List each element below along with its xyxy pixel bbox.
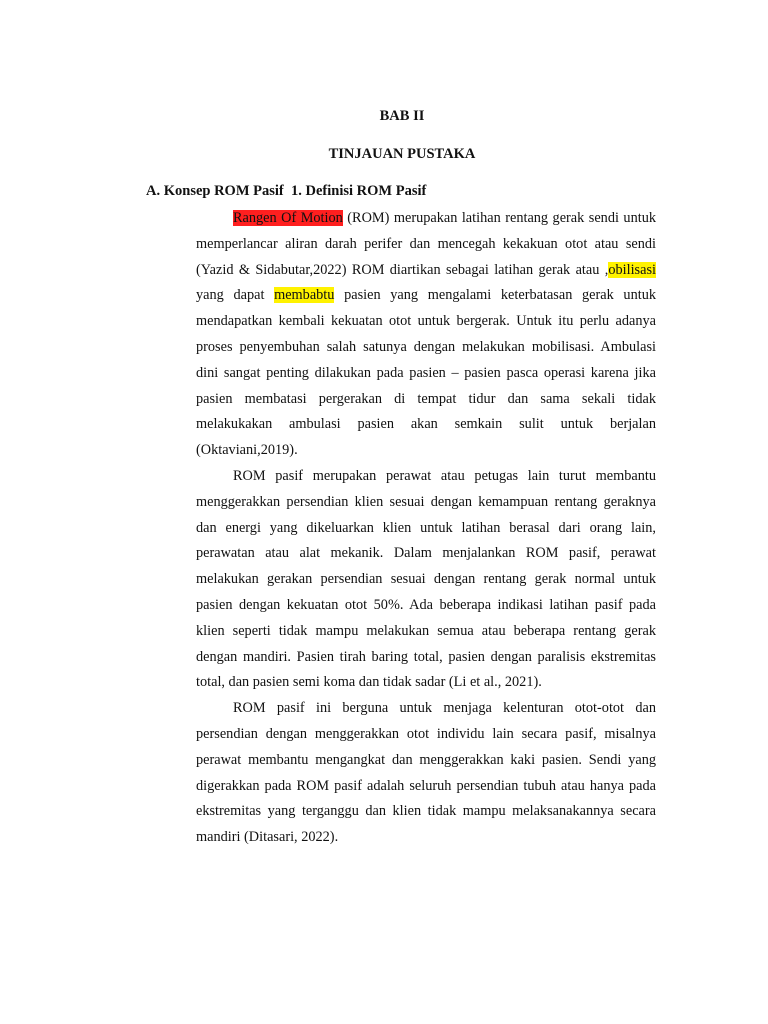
paragraph-1-text-c: pasien yang mengalami keterbatasan gerak untuk mendapatkan kembali kekuatan otot untuk bergerak. Untuk itu perlu adanya proses penyembuhan salah satunya dengan melakukan mobilisasi. Ambulasi dini sangat penting dilakukan pada pasien – pasien pasca operasi karena jika pasien membatasi pergerakan di tempat tidur dan sama sekali tidak melakukakan ambulasi pasien akan semkain sulit untuk berjalan (Oktaviani,2019). — [196, 287, 656, 459]
chapter-number: BAB II — [379, 108, 425, 124]
section-heading: A. Konsep ROM Pasif 1. Definisi ROM Pasif — [146, 183, 427, 199]
chapter-title: TINJAUAN PUSTAKA — [328, 146, 476, 162]
highlight-yellow-term: membabtu — [274, 287, 335, 304]
paragraph-1-text-b: yang dapat — [196, 287, 275, 304]
body-text — [196, 206, 656, 851]
paragraph-3: ROM pasif ini berguna untuk menjaga kelenturan otot-otot dan persendian dengan menggerakkan otot individu lain secara pasif, misalnya perawat membantu mengangkat dan menggerakkan kaki pasien. Sendi yang digerakkan pada ROM pasif adalah seluruh persendian tubuh atau hanya pada ekstremitas yang terganggu dan klien tidak mampu melaksanakannya secara mandiri (Ditasari, 2022). — [196, 700, 656, 846]
paragraph-1-text-a: (ROM) merupakan latihan rentang gerak sendi untuk memperlancar aliran darah perifer dan mencegah kekakuan otot atau sendi (Yazid & Sidabutar,2022) ROM diartikan sebagai latihan gerak atau , — [196, 210, 656, 278]
paragraph-2: ROM pasif merupakan perawat atau petugas lain turut membantu menggerakkan persendian klien sesuai dengan kemampuan rentang geraknya dan energi yang dikeluarkan klien untuk latihan berasal dari orang lain, perawatan atau alat mekanik. Dalam menjalankan ROM pasif, perawat melakukan gerakan persendian sesuai dengan rentang gerak normal untuk pasien dengan kekuatan otot 50%. Ada beberapa indikasi latihan pasif pada klien seperti tidak mampu melakukan semua atau beberapa rentang gerak dengan mandiri. Pasien tirah baring total, pasien dengan paralisis ekstremitas total, dan pasien semi koma dan tidak sadar (Li et al., 2021). — [196, 467, 656, 691]
highlight-red-term: Rangen Of Motion — [233, 210, 343, 226]
paragraph-1 — [196, 206, 656, 464]
highlight-yellow-term: obilisasi — [608, 261, 656, 278]
